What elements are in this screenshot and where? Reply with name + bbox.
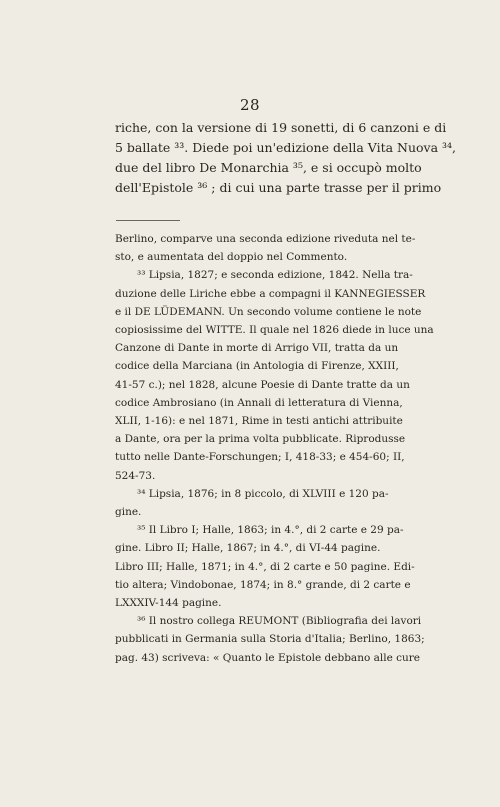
footnote-line: ³⁴ Lipsia, 1876; in 8 piccolo, di XLVIII e 120 pa- (137, 487, 389, 500)
footnote-line: gine. Libro II; Halle, 1867; in 4.°, di VI-44 pagine. (115, 542, 381, 555)
footnote-line: Canzone di Dante in morte di Arrigo VII, tratta da un (115, 342, 399, 355)
footnote-line: copiosissime del WITTE. Il quale nel 1826 diede in luce una (115, 324, 434, 337)
main-text-line: due del libro De Monarchia ³⁵, e si occupò molto (115, 160, 422, 175)
footnote-line: pag. 43) scriveva: « Quanto le Epistole debbano alle cure (115, 651, 421, 664)
footnote-line: pubblicati in Germania sulla Storia d'Italia; Berlino, 1863; (115, 633, 425, 646)
footnote-line: Libro III; Halle, 1871; in 4.°, di 2 carte e 50 pagine. Edi- (115, 560, 415, 573)
main-text-line: riche, con la versione di 19 sonetti, di 6 canzoni e di (115, 120, 447, 135)
footnote-line: gine. (115, 506, 142, 519)
main-text (115, 118, 457, 198)
footnote-line: duzione delle Liriche ebbe a compagni il KANNEGIESSER (115, 287, 426, 300)
footnote-line: tutto nelle Dante-Forschungen; I, 418-33; e 454-60; II, (115, 451, 405, 464)
footnote-line: Berlino, comparve una seconda edizione riveduta nel te- (115, 233, 416, 245)
footnote-line: a Dante, ora per la prima volta pubblicate. Riprodusse (115, 433, 406, 446)
footnote-line: ³³ Lipsia, 1827; e seconda edizione, 1842. Nella tra- (137, 269, 413, 282)
footnote-line: LXXXIV-144 pagine. (115, 597, 222, 610)
main-text-line: dell'Epistole ³⁶ ; di cui una parte trasse per il primo (115, 180, 442, 195)
page-number: 28 (239, 96, 261, 114)
footnotes (115, 230, 434, 667)
footnote-line: e il DE LÜDEMANN. Un secondo volume contiene le note (115, 305, 422, 318)
footnote-line: ³⁵ Il Libro I; Halle, 1863; in 4.°, di 2 carte e 29 pa- (137, 524, 404, 537)
footnote-line: codice della Marciana (in Antologia di Firenze, XXIII, (115, 360, 399, 373)
footnote-line: tio altera; Vindobonae, 1874; in 8.° grande, di 2 carte e (115, 578, 411, 591)
main-text-line: 5 ballate ³³. Diede poi un'edizione della Vita Nuova ³⁴, (115, 140, 457, 155)
footnote-line: sto, e aumentata del doppio nel Commento. (115, 251, 348, 264)
footnote-line: XLII, 1-16): e nel 1871, Rime in testi antichi attribuite (115, 415, 403, 428)
footnote-separator (116, 220, 180, 221)
footnote-line: 524-73. (115, 469, 156, 482)
footnote-line: ³⁶ Il nostro collega REUMONT (Bibliografia dei lavori (137, 615, 422, 628)
footnote-line: 41-57 c.); nel 1828, alcune Poesie di Dante tratte da un (115, 378, 410, 391)
footnote-line: codice Ambrosiano (in Annali di letteratura di Vienna, (115, 396, 403, 409)
